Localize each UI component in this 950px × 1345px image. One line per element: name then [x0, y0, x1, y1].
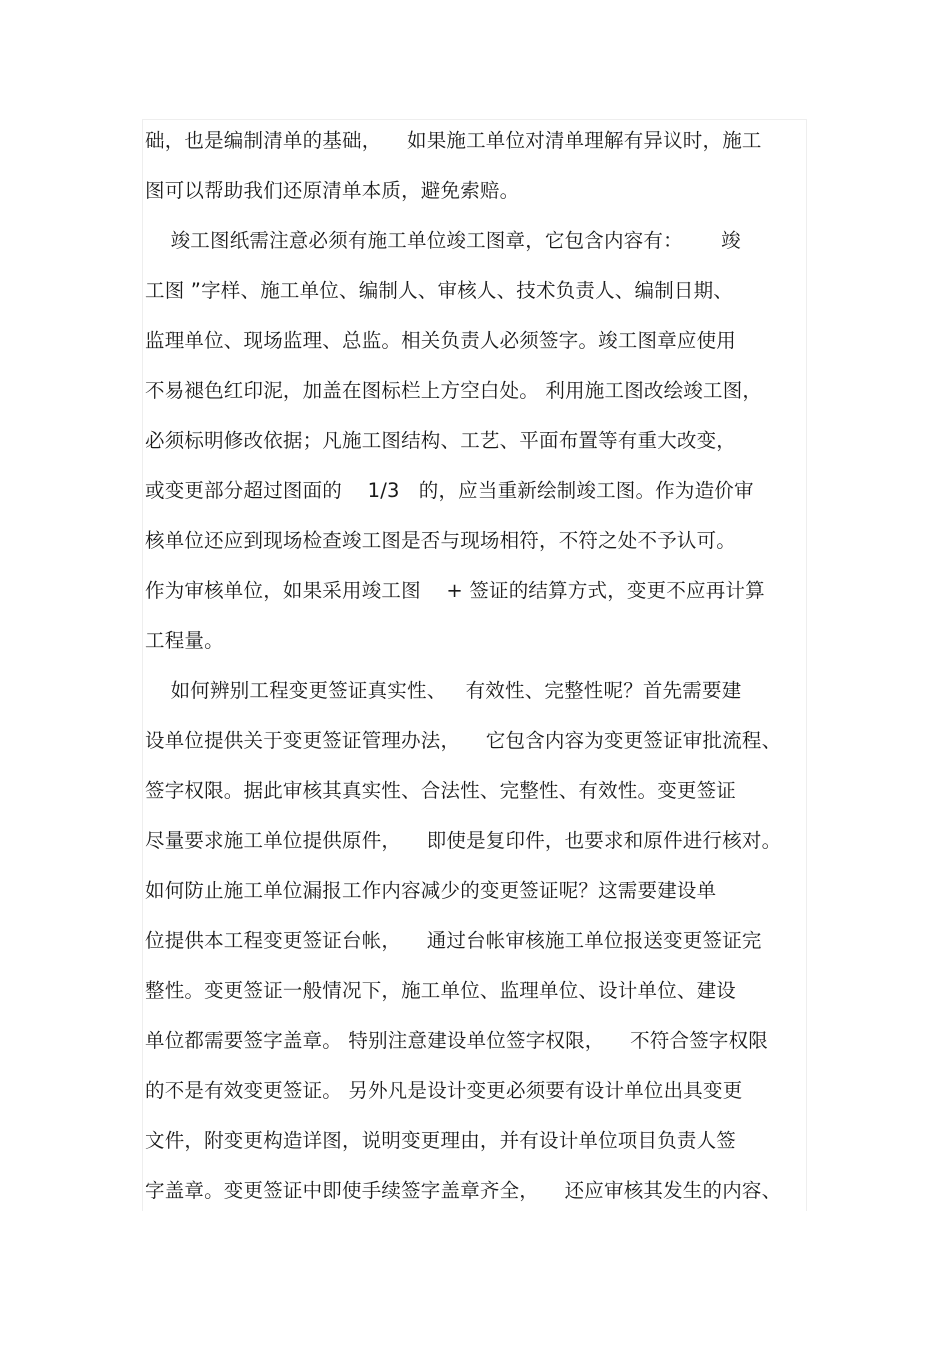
text-line: 础，也是编制清单的基础， 如果施工单位对清单理解有异议时，施工	[145, 129, 762, 152]
document-body	[145, 116, 807, 1216]
text-line: 字盖章。变更签证中即使手续签字盖章齐全， 还应审核其发生的内容、	[145, 1179, 782, 1202]
text-line: 必须标明修改依据；凡施工图结构、工艺、平面布置等有重大改变，	[145, 429, 737, 452]
text-line: 图可以帮助我们还原清单本质，避免索赔。	[145, 179, 520, 202]
text-line: 核单位还应到现场检查竣工图是否与现场相符，不符之处不予认可。	[145, 529, 737, 552]
text-line: 文件，附变更构造详图，说明变更理由，并有设计单位项目负责人签	[145, 1129, 737, 1152]
text-line: 整性。变更签证一般情况下，施工单位、监理单位、设计单位、建设	[145, 979, 737, 1002]
text-line: 如何防止施工单位漏报工作内容减少的变更签证呢？这需要建设单	[145, 879, 717, 902]
text-line: 工程量。	[145, 629, 224, 652]
text-line: 或变更部分超过图面的 1/3 的，应当重新绘制竣工图。作为造价审	[145, 479, 754, 502]
text-line: 监理单位、现场监理、总监。相关负责人必须签字。竣工图章应使用	[145, 329, 737, 352]
text-line: 作为审核单位，如果采用竣工图 + 签证的结算方式，变更不应再计算	[145, 579, 765, 602]
text-line: 工图 ”字样、施工单位、编制人、审核人、技术负责人、编制日期、	[145, 279, 734, 302]
text-line: 的不是有效变更签证。 另外凡是设计变更必须要有设计单位出具变更	[145, 1079, 743, 1102]
text-line: 设单位提供关于变更签证管理办法， 它包含内容为变更签证审批流程、	[145, 729, 782, 752]
text-line: 不易褪色红印泥，加盖在图标栏上方空白处。 利用施工图改绘竣工图，	[145, 379, 763, 402]
text-line: 尽量要求施工单位提供原件， 即使是复印件，也要求和原件进行核对。	[145, 829, 782, 852]
text-line: 单位都需要签字盖章。 特别注意建设单位签字权限， 不符合签字权限	[145, 1029, 768, 1052]
text-line: 竣工图纸需注意必须有施工单位竣工图章，它包含内容有： 竣	[145, 229, 741, 252]
text-line: 位提供本工程变更签证台帐， 通过台帐审核施工单位报送变更签证完	[145, 929, 762, 952]
text-line: 签字权限。据此审核其真实性、合法性、完整性、有效性。变更签证	[145, 779, 737, 802]
text-line: 如何辨别工程变更签证真实性、 有效性、完整性呢？首先需要建	[145, 679, 742, 702]
